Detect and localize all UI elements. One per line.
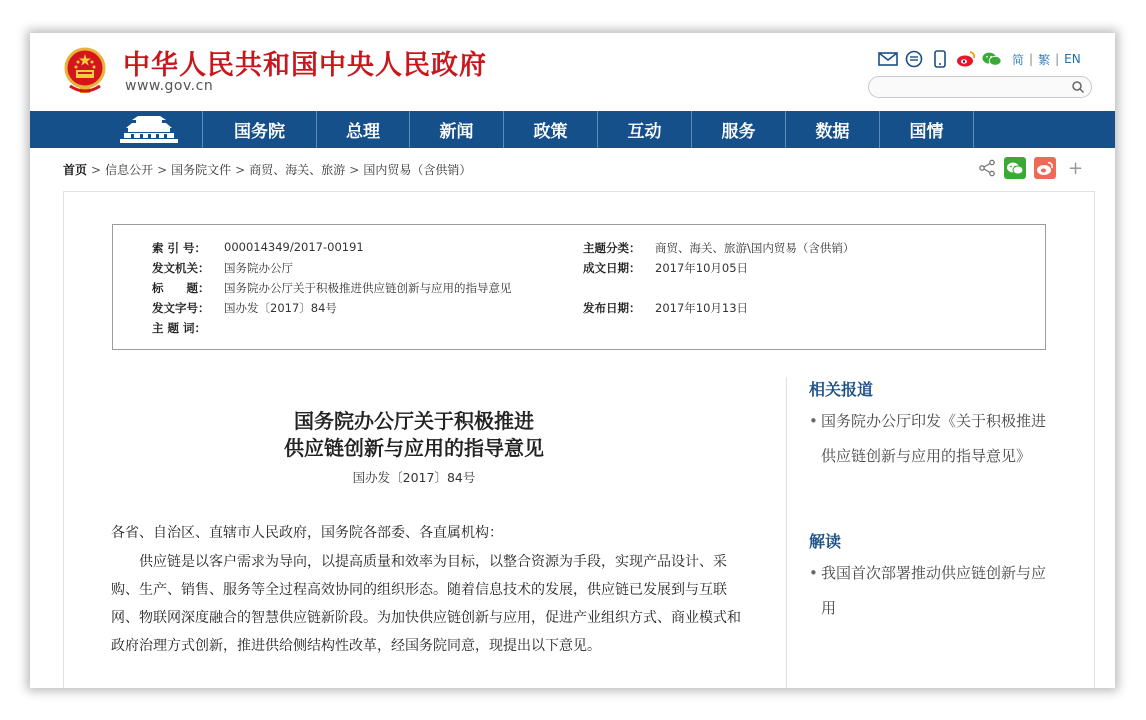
meta-row-published-date (583, 300, 748, 316)
meta-label: 标 题： (152, 281, 210, 295)
breadcrumb-separator: > (157, 163, 168, 177)
share-wechat-button[interactable] (1004, 157, 1026, 179)
breadcrumb-item[interactable]: 国内贸易（含供销） (363, 163, 472, 177)
site-header (30, 33, 1115, 111)
meta-row-keywords (152, 320, 224, 336)
breadcrumb-item[interactable]: 信息公开 (105, 163, 154, 177)
national-emblem-icon[interactable] (62, 46, 108, 96)
share-icon[interactable] (978, 159, 996, 177)
main-nav (30, 111, 1115, 148)
wechat-icon[interactable] (982, 50, 1002, 68)
meta-value: 国务院办公厅 (224, 261, 293, 275)
bullet-icon: • (809, 412, 818, 430)
breadcrumb-separator: > (349, 163, 360, 177)
breadcrumb-separator: > (91, 163, 102, 177)
search-input[interactable] (877, 78, 1071, 98)
language-switcher (1012, 51, 1081, 68)
nav-item-premier[interactable]: 总理 (316, 111, 409, 148)
mobile-icon[interactable] (930, 50, 950, 68)
nav-item-data[interactable]: 数据 (785, 111, 879, 148)
nav-menu (202, 111, 974, 148)
nav-item-state-council[interactable]: 国务院 (202, 111, 316, 148)
meta-value: 商贸、海关、旅游\国内贸易（含供销） (655, 241, 855, 255)
article-paragraph: 供应链是以客户需求为导向，以提高质量和效率为目标，以整合资源为手段，实现产品设计、采购、生产、销售、服务等全过程高效协同的组织形态。随着信息技术的发展，供应链已发展到与互联网、物联网深度融合的智慧供应链新阶段。为加快供应链创新与应用，促进产业组织方式、商业模式和政府治理方式创新，推进供给侧结构性改革，经国务院同意，现提出以下意见。 (111, 554, 741, 654)
breadcrumb-item[interactable]: 商贸、海关、旅游 (249, 163, 346, 177)
lang-separator: | (1029, 52, 1034, 66)
meta-value: 2017年10月13日 (655, 301, 749, 315)
meta-value: 国务院办公厅关于积极推进供应链创新与应用的指导意见 (224, 281, 512, 295)
bullet-icon: • (809, 564, 818, 582)
mail-icon[interactable] (878, 50, 898, 68)
nav-item-news[interactable]: 新闻 (409, 111, 503, 148)
meta-label: 主 题 词： (152, 321, 207, 335)
meta-row-index (152, 240, 364, 256)
meta-label: 主题分类： (583, 241, 641, 255)
nav-item-national-info[interactable]: 国情 (879, 111, 974, 148)
nav-item-interaction[interactable]: 互动 (597, 111, 691, 148)
article-doc-number: 国办发〔2017〕84号 (352, 470, 476, 485)
lang-simplified-link[interactable]: 简 (1012, 52, 1025, 67)
meta-row-doc-number (152, 300, 337, 316)
share-weibo-button[interactable] (1034, 157, 1056, 179)
search-box (868, 76, 1092, 98)
breadcrumb-separator: > (235, 163, 246, 177)
article-title (224, 408, 604, 462)
content-panel (63, 191, 1095, 688)
interpretation-link[interactable] (809, 556, 1053, 626)
meta-value: 国办发〔2017〕84号 (224, 301, 337, 315)
related-sidebar (786, 377, 1047, 688)
interpretation-heading: 解读 (809, 532, 842, 551)
meta-value: 000014349/2017-00191 (224, 240, 364, 254)
lang-traditional-link[interactable]: 繁 (1038, 52, 1051, 67)
breadcrumb-item[interactable]: 国务院文件 (171, 163, 232, 177)
header-tools (878, 49, 1081, 69)
share-bar (978, 157, 1083, 179)
more-share-icon[interactable]: + (1068, 157, 1084, 179)
breadcrumb (63, 161, 471, 178)
article-title-line: 国务院办公厅关于积极推进 (294, 409, 534, 433)
interpretation-link-text[interactable]: 我国首次部署推动供应链创新与应用 (821, 564, 1047, 617)
meta-label: 发文机关： (152, 261, 210, 275)
search-icon[interactable] (1071, 80, 1085, 94)
wechat-icon (1006, 161, 1024, 176)
meta-label: 发文字号： (152, 301, 210, 315)
meta-row-topic (583, 240, 854, 256)
related-reports-heading: 相关报道 (809, 380, 874, 399)
weibo-icon (1036, 161, 1054, 176)
nav-item-services[interactable]: 服务 (691, 111, 785, 148)
meta-value: 2017年10月05日 (655, 261, 749, 275)
lang-english-link[interactable]: EN (1064, 52, 1081, 66)
related-report-link-text[interactable]: 国务院办公厅印发《关于积极推进供应链创新与应用的指导意见》 (821, 412, 1047, 465)
meta-row-issuer (152, 260, 293, 276)
related-report-link[interactable] (809, 404, 1053, 474)
meta-label: 索 引 号： (152, 241, 207, 255)
site-title[interactable]: 中华人民共和国中央人民政府 (123, 50, 487, 81)
meta-row-title (152, 280, 512, 296)
browser-page (30, 33, 1115, 688)
chat-icon[interactable] (904, 50, 924, 68)
breadcrumb-home[interactable]: 首页 (63, 163, 88, 177)
nav-item-policies[interactable]: 政策 (503, 111, 597, 148)
meta-label: 成文日期： (583, 261, 641, 275)
weibo-icon[interactable] (956, 50, 976, 68)
site-url[interactable]: www.gov.cn (125, 78, 214, 94)
lang-separator: | (1055, 52, 1060, 66)
tiananmen-logo-icon[interactable] (118, 115, 180, 145)
article-salutation: 各省、自治区、直辖市人民政府，国务院各部委、各直属机构： (111, 525, 503, 541)
meta-row-created-date (583, 260, 748, 276)
article-title-line: 供应链创新与应用的指导意见 (284, 436, 544, 460)
document-metadata-table (112, 224, 1046, 350)
meta-label: 发布日期： (583, 301, 641, 315)
